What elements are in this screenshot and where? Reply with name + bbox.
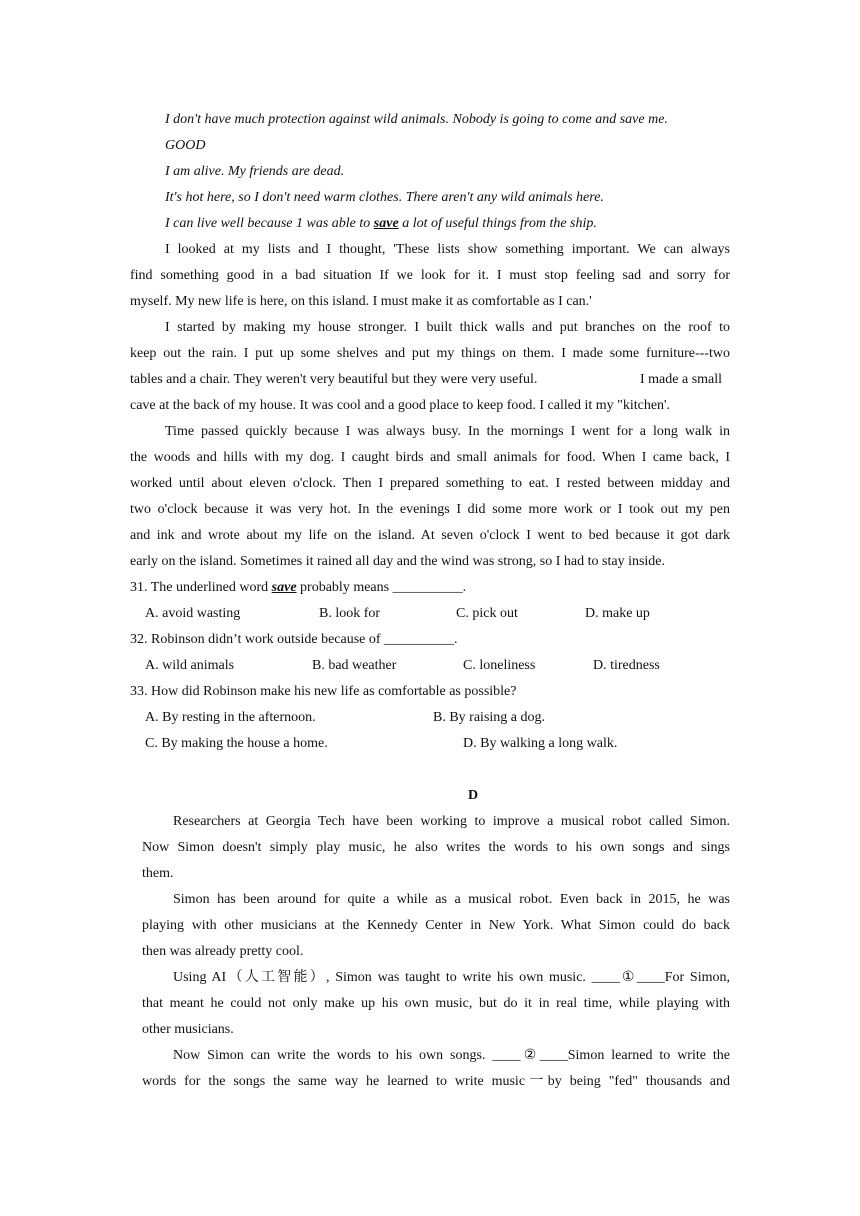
q33-option-b: B. By raising a dog. — [433, 710, 545, 725]
para3-line-6: early on the island. Sometimes it rained all day and the wind was strong, so I had to stay inside. — [130, 554, 666, 569]
para3-line-4: two o'clock because it was very hot. In the evenings I did some more work or I took out my pen — [130, 502, 730, 517]
q33-option-d: D. By walking a long walk. — [463, 736, 618, 751]
q32-option-d: D. tiredness — [593, 658, 660, 673]
q31-option-c: C. pick out — [456, 606, 518, 621]
q32-option-a: A. wild animals — [145, 658, 235, 673]
underlined-word-save: save — [373, 216, 399, 231]
question-33-stem: 33. How did Robinson make his new life as comfortable as possible? — [130, 684, 517, 699]
q31-after: probably means __________. — [296, 580, 467, 595]
q31-underlined-save: save — [271, 580, 297, 595]
q33-option-a: A. By resting in the afternoon. — [145, 710, 316, 725]
d-p3-line-2: that meant he could not only make up his own music, but do it in real time, while playing with — [142, 996, 730, 1011]
d-p2-line-1: Simon has been around for quite a while as a musical robot. Even back in 2015, he was — [173, 892, 730, 907]
d-p1-line-2: Now Simon doesn't simply play music, he also writes the words to his own songs and sings — [142, 840, 730, 855]
para2-line-2: keep out the rain. I put up some shelves and put my things on them. I made some furniture---two — [130, 346, 730, 361]
q32-option-b: B. bad weather — [312, 658, 397, 673]
d-p3-line-3: other musicians. — [142, 1022, 234, 1037]
section-d-heading: D — [468, 788, 479, 803]
d-p4-line-2: words for the songs the same way he learned to write music一by being "fed" thousands and — [142, 1074, 730, 1089]
list-line-hot: It's hot here, so I don't need warm clothes. There aren't any wild animals here. — [165, 190, 604, 205]
list-line-save — [165, 214, 597, 234]
para3-line-2: the woods and hills with my dog. I caught birds and small animals for food. When I came back, I — [130, 450, 730, 465]
q31-before: 31. The underlined word — [130, 580, 272, 595]
para2-line-3a: tables and a chair. They weren't very beautiful but they were very useful. — [130, 372, 538, 387]
q32-option-c: C. loneliness — [463, 658, 536, 673]
save-line-after: a lot of useful things from the ship. — [398, 216, 597, 231]
save-line-before: I can live well because 1 was able to — [165, 216, 374, 231]
para3-line-3: worked until about eleven o'clock. Then I prepared something to eat. I rested between midday and — [130, 476, 730, 491]
para1-line-2: find something good in a bad situation If we look for it. I must stop feeling sad and sorry for — [130, 268, 730, 283]
list-line-alive: I am alive. My friends are dead. — [165, 164, 345, 179]
list-heading-good: GOOD — [165, 138, 206, 153]
q31-option-a: A. avoid wasting — [145, 606, 241, 621]
para2-line-4: cave at the back of my house. It was cool and a good place to keep food. I called it my "kitchen'. — [130, 398, 671, 413]
d-p2-line-2: playing with other musicians at the Kennedy Center in New York. What Simon could do back — [142, 918, 730, 933]
d-p4-line-1: Now Simon can write the words to his own songs. ____②____Simon learned to write the — [173, 1048, 730, 1063]
q33-option-c: C. By making the house a home. — [145, 736, 328, 751]
question-31-stem — [130, 578, 466, 598]
para1-line-1: I looked at my lists and I thought, 'These lists show something important. We can always — [165, 242, 730, 257]
d-p1-line-1: Researchers at Georgia Tech have been working to improve a musical robot called Simon. — [173, 814, 730, 829]
para1-line-3: myself. My new life is here, on this island. I must make it as comfortable as I can.' — [130, 294, 592, 309]
list-line-protection: I don't have much protection against wild animals. Nobody is going to come and save me. — [165, 112, 668, 127]
question-32-stem: 32. Robinson didn’t work outside because of __________. — [130, 632, 458, 647]
para2-line-1: I started by making my house stronger. I built thick walls and put branches on the roof to — [165, 320, 730, 335]
d-p2-line-3: then was already pretty cool. — [142, 944, 304, 959]
para3-line-1: Time passed quickly because I was always busy. In the mornings I went for a long walk in — [165, 424, 730, 439]
d-p3-line-1: Using AI（人工智能）, Simon was taught to write his own music. ____①____For Simon, — [173, 970, 730, 985]
q31-option-d: D. make up — [585, 606, 650, 621]
para3-line-5: and ink and wrote about my life on the island. At seven o'clock I went to bed because it got dark — [130, 528, 730, 543]
q31-option-b: B. look for — [319, 606, 381, 621]
para2-line-3b: I made a small — [640, 372, 723, 387]
d-p1-line-3: them. — [142, 866, 174, 881]
